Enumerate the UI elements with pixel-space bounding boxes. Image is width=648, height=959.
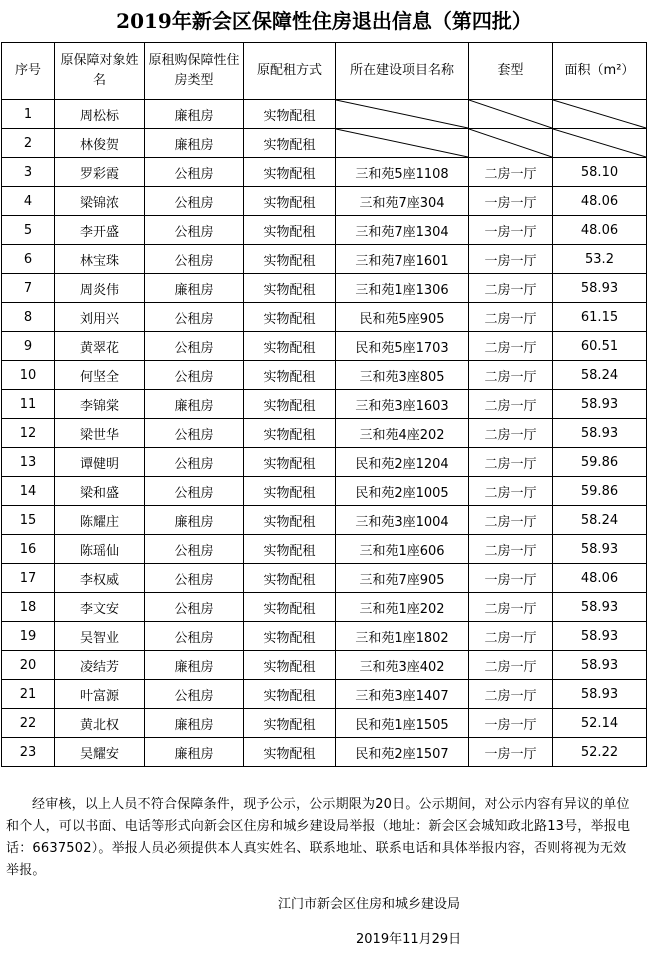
table-row [2, 129, 647, 158]
allocation-method: 实物配租 [244, 419, 336, 448]
housing-type: 公租房 [145, 158, 244, 187]
row-number: 11 [2, 390, 55, 419]
unit-type: 一房一厅 [469, 216, 553, 245]
table-row [2, 100, 647, 129]
project-name: 三和苑7座1304 [336, 216, 469, 245]
row-number: 6 [2, 245, 55, 274]
table-row [2, 158, 647, 187]
area-value: 58.93 [553, 535, 647, 564]
housing-type: 廉租房 [145, 651, 244, 680]
row-number: 9 [2, 332, 55, 361]
project-name: 三和苑1座1306 [336, 274, 469, 303]
person-name: 刘用兴 [55, 303, 145, 332]
table-row [2, 274, 647, 303]
project-name: 三和苑3座1603 [336, 390, 469, 419]
allocation-method: 实物配租 [244, 100, 336, 129]
allocation-method: 实物配租 [244, 593, 336, 622]
housing-type: 廉租房 [145, 100, 244, 129]
area-value: 58.93 [553, 622, 647, 651]
allocation-method: 实物配租 [244, 361, 336, 390]
unit-type: 二房一厅 [469, 303, 553, 332]
empty-cell-slash [336, 129, 469, 158]
header-unit: 套型 [469, 43, 553, 100]
person-name: 凌结芳 [55, 651, 145, 680]
row-number: 2 [2, 129, 55, 158]
area-value: 53.2 [553, 245, 647, 274]
project-name: 三和苑3座805 [336, 361, 469, 390]
project-name: 三和苑3座1004 [336, 506, 469, 535]
area-value: 48.06 [553, 216, 647, 245]
project-name: 三和苑7座304 [336, 187, 469, 216]
project-name: 民和苑1座1505 [336, 709, 469, 738]
allocation-method: 实物配租 [244, 245, 336, 274]
housing-type: 廉租房 [145, 129, 244, 158]
project-name: 三和苑1座202 [336, 593, 469, 622]
area-value: 59.86 [553, 477, 647, 506]
housing-type: 公租房 [145, 622, 244, 651]
project-name: 民和苑2座1507 [336, 738, 469, 767]
person-name: 陈耀庄 [55, 506, 145, 535]
housing-type: 公租房 [145, 187, 244, 216]
allocation-method: 实物配租 [244, 158, 336, 187]
area-value: 52.22 [553, 738, 647, 767]
table-row [2, 651, 647, 680]
unit-type: 二房一厅 [469, 622, 553, 651]
area-value: 58.93 [553, 274, 647, 303]
allocation-method: 实物配租 [244, 332, 336, 361]
table-row [2, 332, 647, 361]
row-number: 18 [2, 593, 55, 622]
area-value: 60.51 [553, 332, 647, 361]
person-name: 梁锦浓 [55, 187, 145, 216]
allocation-method: 实物配租 [244, 709, 336, 738]
unit-type: 二房一厅 [469, 390, 553, 419]
table-row [2, 535, 647, 564]
allocation-method: 实物配租 [244, 390, 336, 419]
project-name: 三和苑3座1407 [336, 680, 469, 709]
housing-type: 公租房 [145, 332, 244, 361]
row-number: 19 [2, 622, 55, 651]
header-project: 所在建设项目名称 [336, 43, 469, 100]
area-value: 58.93 [553, 593, 647, 622]
project-name: 三和苑7座905 [336, 564, 469, 593]
person-name: 周松标 [55, 100, 145, 129]
project-name: 三和苑7座1601 [336, 245, 469, 274]
project-name: 民和苑2座1005 [336, 477, 469, 506]
table-row [2, 593, 647, 622]
person-name: 何坚全 [55, 361, 145, 390]
housing-type: 公租房 [145, 303, 244, 332]
unit-type: 二房一厅 [469, 651, 553, 680]
area-value: 58.93 [553, 680, 647, 709]
row-number: 16 [2, 535, 55, 564]
project-name: 三和苑1座606 [336, 535, 469, 564]
table-row [2, 303, 647, 332]
table-row [2, 564, 647, 593]
area-value: 58.10 [553, 158, 647, 187]
notice-paragraph: 经审核，以上人员不符合保障条件，现予公示，公示期限为20日。公示期间，对公示内容有异议的单位和个人，可以书面、电话等形式向新会区住房和城乡建设局举报（地址：新会区会城知政北路13号，举报电话：6637502）。举报人员必须提供本人真实姓名、联系地址、联系电话和具体举报内容，否则将视为无效举报。 [6, 797, 631, 878]
housing-type: 廉租房 [145, 738, 244, 767]
allocation-method: 实物配租 [244, 651, 336, 680]
table-row [2, 738, 647, 767]
project-name: 三和苑4座202 [336, 419, 469, 448]
unit-type: 一房一厅 [469, 245, 553, 274]
person-name: 吴耀安 [55, 738, 145, 767]
row-number: 1 [2, 100, 55, 129]
page-title: 2019年新会区保障性住房退出信息（第四批） [116, 9, 532, 33]
allocation-method: 实物配租 [244, 622, 336, 651]
housing-type: 廉租房 [145, 390, 244, 419]
unit-type: 二房一厅 [469, 158, 553, 187]
unit-type: 二房一厅 [469, 477, 553, 506]
allocation-method: 实物配租 [244, 738, 336, 767]
empty-cell-slash [553, 100, 647, 129]
unit-type: 一房一厅 [469, 738, 553, 767]
table-body [2, 100, 647, 767]
table-row [2, 622, 647, 651]
person-name: 黄北权 [55, 709, 145, 738]
issuer-name: 江门市新会区住房和城乡建设局 [278, 897, 461, 912]
row-number: 10 [2, 361, 55, 390]
housing-type: 公租房 [145, 564, 244, 593]
unit-type: 二房一厅 [469, 506, 553, 535]
unit-type: 一房一厅 [469, 187, 553, 216]
allocation-method: 实物配租 [244, 187, 336, 216]
table-row [2, 419, 647, 448]
person-name: 林俊贺 [55, 129, 145, 158]
person-name: 周炎伟 [55, 274, 145, 303]
row-number: 13 [2, 448, 55, 477]
empty-cell-slash [553, 129, 647, 158]
area-value: 61.15 [553, 303, 647, 332]
area-value: 58.93 [553, 390, 647, 419]
unit-type: 二房一厅 [469, 680, 553, 709]
area-value: 59.86 [553, 448, 647, 477]
housing-type: 公租房 [145, 448, 244, 477]
allocation-method: 实物配租 [244, 129, 336, 158]
housing-type: 廉租房 [145, 274, 244, 303]
row-number: 3 [2, 158, 55, 187]
person-name: 李开盛 [55, 216, 145, 245]
housing-type: 公租房 [145, 680, 244, 709]
unit-type: 一房一厅 [469, 564, 553, 593]
housing-type: 公租房 [145, 245, 244, 274]
table-row [2, 187, 647, 216]
unit-type: 二房一厅 [469, 332, 553, 361]
allocation-method: 实物配租 [244, 274, 336, 303]
row-number: 20 [2, 651, 55, 680]
table-row [2, 680, 647, 709]
person-name: 吴智业 [55, 622, 145, 651]
allocation-method: 实物配租 [244, 303, 336, 332]
table-row [2, 216, 647, 245]
unit-type: 二房一厅 [469, 274, 553, 303]
person-name: 谭健明 [55, 448, 145, 477]
housing-type: 公租房 [145, 593, 244, 622]
table-row [2, 361, 647, 390]
housing-type: 公租房 [145, 216, 244, 245]
empty-cell-slash [469, 129, 553, 158]
unit-type: 一房一厅 [469, 709, 553, 738]
area-value: 58.24 [553, 506, 647, 535]
housing-type: 公租房 [145, 535, 244, 564]
header-no: 序号 [2, 43, 55, 100]
person-name: 罗彩霞 [55, 158, 145, 187]
project-name: 三和苑1座1802 [336, 622, 469, 651]
unit-type: 二房一厅 [469, 419, 553, 448]
allocation-method: 实物配租 [244, 535, 336, 564]
allocation-method: 实物配租 [244, 564, 336, 593]
header-name: 原保障对象姓名 [55, 43, 145, 100]
issue-date: 2019年11月29日 [356, 932, 462, 947]
area-value: 48.06 [553, 187, 647, 216]
area-value: 58.93 [553, 419, 647, 448]
person-name: 林宝珠 [55, 245, 145, 274]
table-row [2, 245, 647, 274]
housing-type: 廉租房 [145, 709, 244, 738]
allocation-method: 实物配租 [244, 448, 336, 477]
allocation-method: 实物配租 [244, 477, 336, 506]
row-number: 21 [2, 680, 55, 709]
area-value: 58.24 [553, 361, 647, 390]
header-method: 原配租方式 [244, 43, 336, 100]
row-number: 17 [2, 564, 55, 593]
row-number: 7 [2, 274, 55, 303]
empty-cell-slash [336, 100, 469, 129]
row-number: 12 [2, 419, 55, 448]
person-name: 叶富源 [55, 680, 145, 709]
table-row [2, 390, 647, 419]
area-value: 48.06 [553, 564, 647, 593]
housing-type: 廉租房 [145, 506, 244, 535]
unit-type: 二房一厅 [469, 361, 553, 390]
table-row [2, 448, 647, 477]
area-value: 58.93 [553, 651, 647, 680]
unit-type: 二房一厅 [469, 593, 553, 622]
person-name: 梁和盛 [55, 477, 145, 506]
housing-type: 公租房 [145, 419, 244, 448]
allocation-method: 实物配租 [244, 506, 336, 535]
row-number: 14 [2, 477, 55, 506]
project-name: 三和苑3座402 [336, 651, 469, 680]
row-number: 23 [2, 738, 55, 767]
table-header-row [2, 43, 647, 100]
person-name: 梁世华 [55, 419, 145, 448]
row-number: 4 [2, 187, 55, 216]
person-name: 李文安 [55, 593, 145, 622]
header-type: 原租购保障性住房类型 [145, 43, 244, 100]
row-number: 15 [2, 506, 55, 535]
allocation-method: 实物配租 [244, 680, 336, 709]
row-number: 5 [2, 216, 55, 245]
header-area: 面积（m²） [553, 43, 647, 100]
unit-type: 二房一厅 [469, 535, 553, 564]
project-name: 民和苑5座905 [336, 303, 469, 332]
table-row [2, 709, 647, 738]
empty-cell-slash [469, 100, 553, 129]
allocation-method: 实物配租 [244, 216, 336, 245]
person-name: 李锦棠 [55, 390, 145, 419]
person-name: 黄翠花 [55, 332, 145, 361]
row-number: 8 [2, 303, 55, 332]
housing-type: 公租房 [145, 477, 244, 506]
project-name: 民和苑5座1703 [336, 332, 469, 361]
exit-info-table [1, 42, 647, 767]
unit-type: 二房一厅 [469, 448, 553, 477]
project-name: 民和苑2座1204 [336, 448, 469, 477]
housing-type: 公租房 [145, 361, 244, 390]
person-name: 李权威 [55, 564, 145, 593]
area-value: 52.14 [553, 709, 647, 738]
row-number: 22 [2, 709, 55, 738]
project-name: 三和苑5座1108 [336, 158, 469, 187]
table-row [2, 506, 647, 535]
person-name: 陈瑶仙 [55, 535, 145, 564]
table-row [2, 477, 647, 506]
